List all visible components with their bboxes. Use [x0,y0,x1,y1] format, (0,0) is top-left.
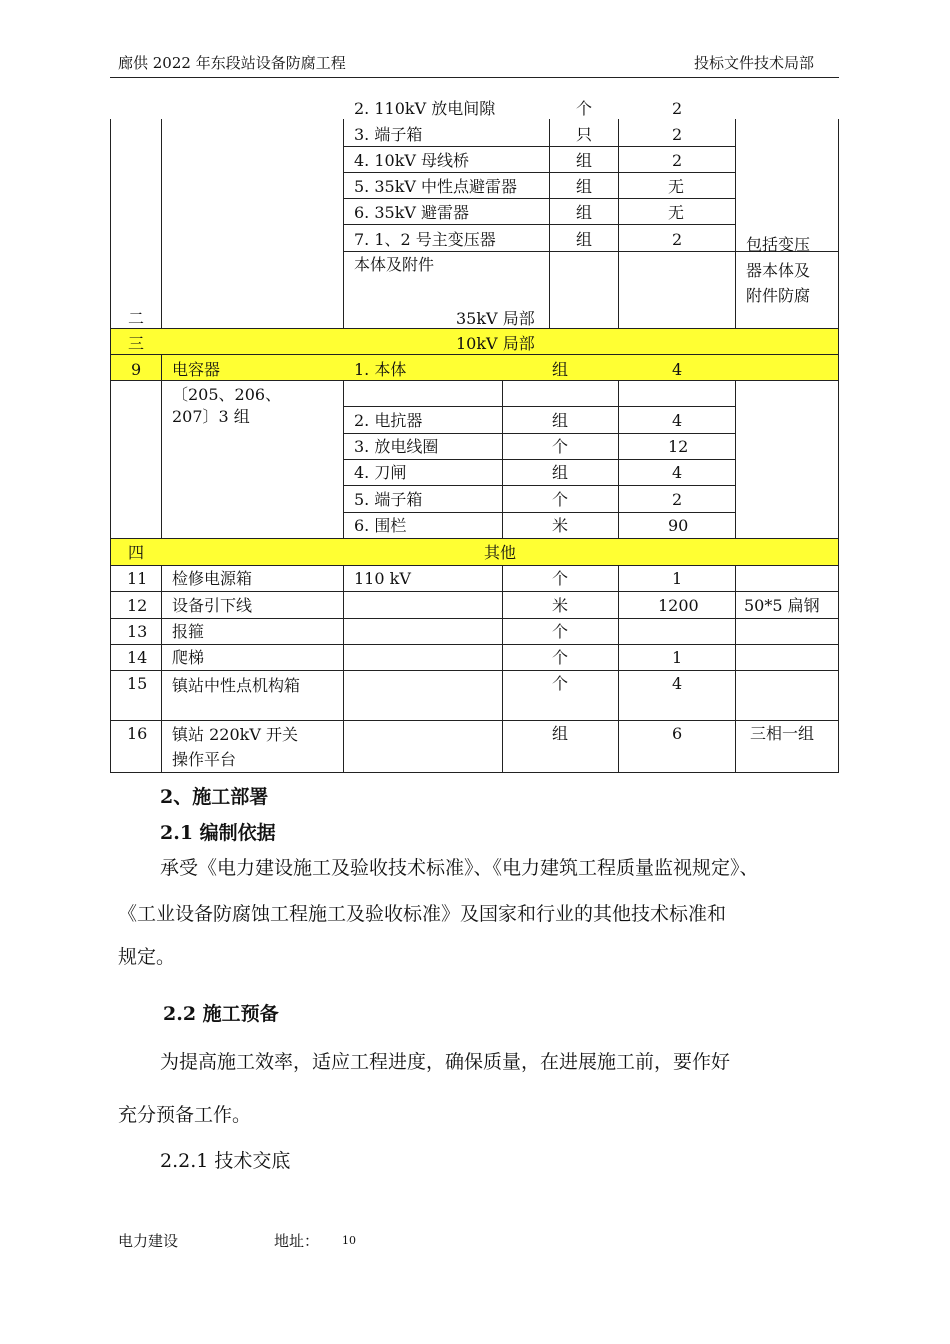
row-qty: 4 [672,411,683,430]
item-name-sub: 〔205、206、 [172,385,282,404]
footer-company: 电力建设 [118,1232,179,1250]
section-heading: 2.2 施工预备 [163,1003,279,1025]
row-unit: 组 [576,151,593,170]
table-vline [735,380,736,538]
row-unit: 只 [576,125,593,144]
row-qty: 无 [668,203,685,222]
row-name: 设备引下线 [172,596,253,615]
row-unit: 组 [552,463,569,482]
table-vline [161,354,162,538]
row-unit: 米 [552,516,569,535]
row-unit: 个 [552,569,569,588]
section-index: 三 [128,334,145,353]
section-title: 10kV 局部 [456,334,535,353]
table-hline [110,720,839,721]
header-right: 投标文件技术局部 [694,54,815,72]
row-name: 4. 10kV 母线桥 [354,151,470,170]
row-name: 爬梯 [172,648,205,667]
header-left: 廊供 2022 年东段站设备防腐工程 [118,54,346,72]
row-note: 50*5 扁钢 [744,596,820,615]
row-qty: 2 [672,490,683,509]
row-unit: 个 [576,99,593,118]
row-unit: 组 [576,230,593,249]
row-unit: 组 [552,360,569,379]
row-qty: 90 [668,516,689,535]
row-qty: 4 [672,674,683,693]
row-note: 附件防腐 [746,286,811,305]
table-hline [110,644,839,645]
row-name: 6. 35kV 避雷器 [354,203,470,222]
row-no: 11 [127,569,148,588]
paragraph-line: 承受《电力建设施工及验收技术标准》、《电力建筑工程质量监视规定》、 [160,857,759,879]
row-no: 14 [127,648,148,667]
paragraph-line: 为提高施工效率，适应工程进度，确保质量，在进展施工前，要作好 [160,1051,731,1073]
row-unit: 个 [552,622,569,641]
row-qty: 1 [672,648,683,667]
table-vline [161,565,162,772]
row-qty: 无 [668,177,685,196]
row-note: 器本体及 [746,261,811,280]
item-index: 9 [131,360,142,379]
row-unit: 组 [552,411,569,430]
row-name: 3. 端子箱 [354,125,423,144]
section-subtitle: 35kV 局部 [456,309,535,328]
band-sec4-title [110,538,839,565]
row-name: 5. 35kV 中性点避雷器 [354,177,518,196]
paragraph-line: 规定。 [118,946,176,968]
row-no: 15 [127,674,148,693]
section-heading: 2、施工部署 [160,786,269,808]
row-qty: 1200 [658,596,699,615]
row-spec: 110 kV [354,569,411,588]
table-hline [110,538,839,539]
row-qty: 2 [672,230,683,249]
row-name-cont: 操作平台 [172,750,237,769]
row-note: 包括变压 [746,235,811,254]
row-name: 6. 围栏 [354,516,407,535]
row-qty: 4 [672,463,683,482]
table-hline [343,406,735,407]
row-name: 检修电源箱 [172,569,253,588]
row-name: 5. 端子箱 [354,490,423,509]
row-name: 3. 放电线圈 [354,437,439,456]
table-vline [161,119,162,328]
item-name-sub: 207〕3 组 [172,407,250,426]
table-vline [735,119,736,328]
row-no: 16 [127,724,148,743]
section-heading: 2.1 编制依据 [160,822,276,844]
row-name: 镇站 220kV 开关 [172,725,298,744]
row-qty: 2 [672,99,683,118]
row-qty: 1 [672,569,683,588]
header-rule [110,77,839,78]
row-no: 13 [127,622,148,641]
table-vline [838,119,839,772]
row-unit: 组 [552,724,569,743]
item-name: 电容器 [172,360,221,379]
table-vline [735,565,736,772]
section-title: 其他 [484,543,517,562]
row-note: 三相一组 [750,724,815,743]
table-hline [110,670,839,671]
row-name: 2. 电抗器 [354,411,423,430]
row-qty: 2 [672,151,683,170]
table-vline [618,565,619,772]
section-index: 二 [128,309,145,328]
row-qty: 4 [672,360,683,379]
row-unit: 个 [552,437,569,456]
row-name: 2. 110kV 放电间隙 [354,99,496,118]
row-name: 镇站中性点机构箱 [172,676,301,695]
row-unit: 米 [552,596,569,615]
row-unit: 组 [576,203,593,222]
table-vline [110,119,111,772]
footer-address-label: 地址： [274,1232,320,1250]
row-no: 12 [127,596,148,615]
row-unit: 个 [552,648,569,667]
row-name: 4. 刀闸 [354,463,407,482]
section-index: 四 [128,543,145,562]
table-vline [343,565,344,772]
row-qty: 2 [672,125,683,144]
row-name-cont: 本体及附件 [354,255,435,274]
paragraph-line: 《工业设备防腐蚀工程施工及验收标准》及国家和行业的其他技术标准和 [118,903,727,925]
row-qty: 6 [672,724,683,743]
row-name: 报箍 [172,622,205,641]
paragraph-line: 充分预备工作。 [118,1104,252,1126]
subheading: 2.2.1 技术交底 [160,1150,291,1172]
page-number: 10 [342,1234,356,1247]
row-name: 1. 本体 [354,360,407,379]
row-unit: 组 [576,177,593,196]
row-name: 7. 1、2 号主变压器 [354,230,496,249]
table-vline [502,565,503,772]
row-unit: 个 [552,674,569,693]
row-unit: 个 [552,490,569,509]
row-qty: 12 [668,437,689,456]
